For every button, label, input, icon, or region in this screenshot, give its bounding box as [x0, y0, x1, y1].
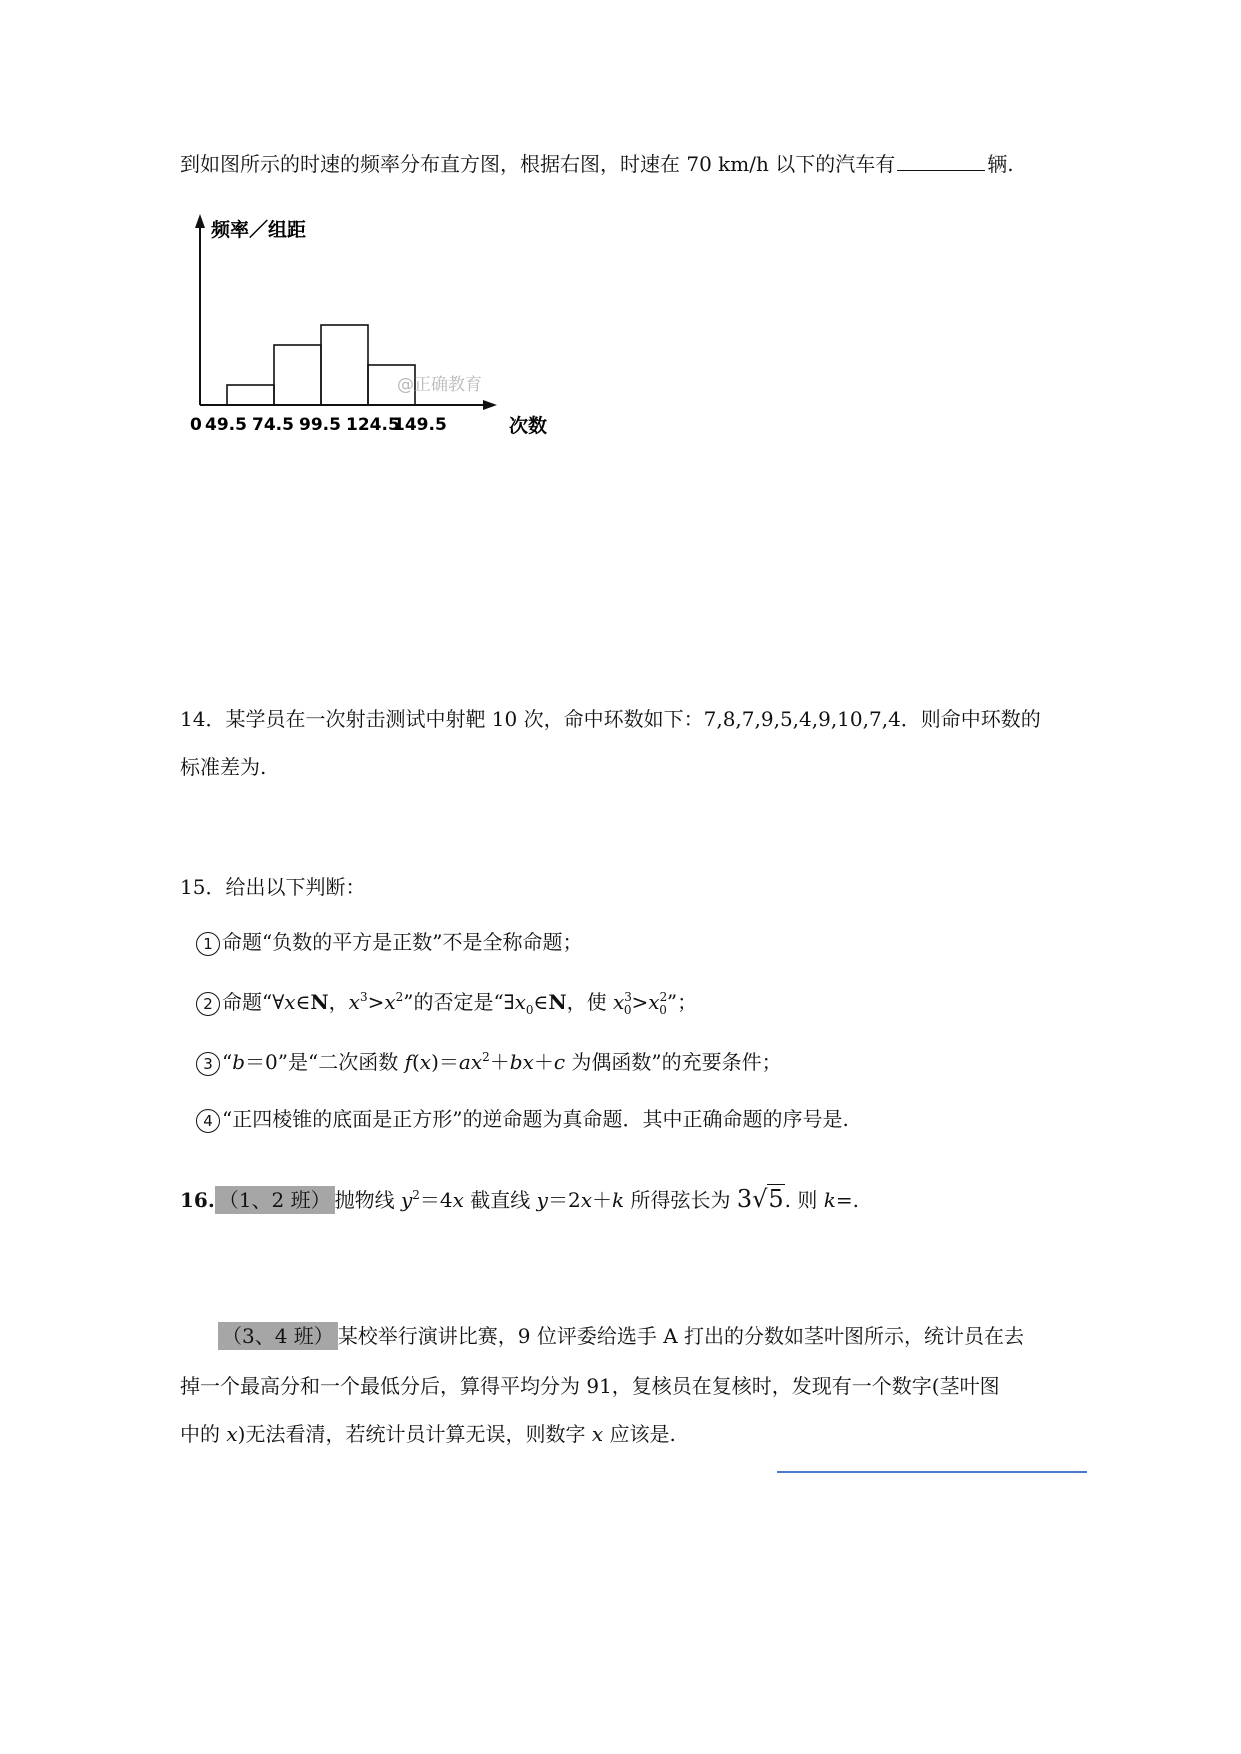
x-tick-label: 74.5	[252, 415, 294, 435]
chart-bars	[227, 325, 415, 405]
circled-number-3: 3	[196, 1052, 220, 1076]
x-axis-label: 次数	[509, 415, 548, 437]
q15-item3: 3 “b＝0”是“二次函数 $f(x)=ax^2+bx+c$ 为偶函数”的充要条件；	[196, 1050, 782, 1076]
q15-item4	[196, 1107, 849, 1133]
q16b-line2: 掉一个最高分和一个最低分后，算得平均分为 91，复核员在复核时，发现有一个数字(茎叶图	[180, 1374, 1000, 1398]
answer-blank	[897, 152, 985, 171]
histogram-bar	[274, 345, 321, 405]
q15-item4-text: “正四棱锥的底面是正方形”的逆命题为真命题．其中正确命题的序号是.	[222, 1107, 849, 1131]
separator-line	[777, 1471, 1087, 1473]
q14-line2: 标准差为.	[180, 755, 267, 779]
q16-line: 16. （1、2 班） 抛物线 $y^2=4x$ 截直线 y＝2x＋k 所得弦长为 3√5. 则 k=.	[180, 1185, 859, 1213]
circled-number-4: 4	[196, 1109, 220, 1133]
circled-number-1: 1	[196, 932, 220, 956]
y-axis-label: 频率／组距	[211, 219, 307, 241]
histogram-bar	[321, 325, 368, 405]
q16b-line1	[218, 1324, 1024, 1348]
q16-number: 16.	[180, 1188, 215, 1212]
q16b-line3: 中的 x)无法看清，若统计员计算无误，则数字 x 应该是.	[180, 1422, 676, 1446]
q14-line1: 14．某学员在一次射击测试中射靶 10 次，命中环数如下：7,8,7,9,5,4,9,10,7,4．则命中环数的	[180, 707, 1041, 731]
q16b-text3b: )无法看清，若统计员计算无误，则数字	[237, 1422, 592, 1446]
x-axis-arrow	[483, 400, 497, 410]
q16b-text3c: 应该是.	[603, 1422, 676, 1446]
frequency-histogram	[185, 210, 565, 450]
q15-item1	[196, 930, 582, 956]
histogram-bar	[227, 385, 274, 405]
q16b-text1: 某校举行演讲比赛，9 位评委给选手 A 打出的分数如茎叶图所示，统计员在去	[337, 1324, 1025, 1348]
chart-ticks	[190, 415, 447, 435]
y-axis-arrow	[195, 214, 205, 228]
sqrt-expression: 3√5	[736, 1185, 784, 1213]
watermark: @正确教育	[397, 375, 482, 395]
x-tick-label: 0	[190, 415, 202, 435]
x-tick-label: 49.5	[205, 415, 247, 435]
q15-title: 15．给出以下判断：	[180, 875, 366, 899]
q13-text: 到如图所示的时速的频率分布直方图，根据右图，时速在 70 km/h 以下的汽车有	[180, 152, 896, 176]
circled-number-2: 2	[196, 992, 220, 1016]
q13-line	[180, 152, 1014, 176]
q15-item1-text: 命题“负数的平方是正数”不是全称命题；	[222, 930, 583, 954]
q16b-text3a: 中的	[180, 1422, 227, 1446]
x-tick-label: 99.5	[299, 415, 341, 435]
class-tag-3-4: （3、4 班）	[218, 1322, 338, 1350]
x-tick-label: 124.5	[346, 415, 400, 435]
class-tag-1-2: （1、2 班）	[215, 1186, 335, 1214]
q13-after: 辆.	[987, 152, 1014, 176]
x-tick-label: 149.5	[393, 415, 447, 435]
q15-item2: 2 命题“∀x∈N，$x^3>x^2$”的否定是“$\exists x_0\in N$，使 $x^3_0>x^2_0$”；	[196, 990, 697, 1016]
